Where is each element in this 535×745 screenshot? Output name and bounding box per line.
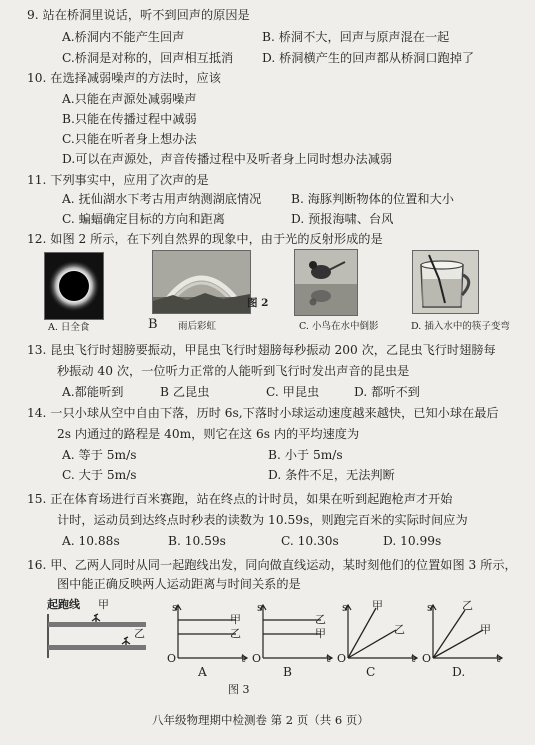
graph-b-label-yi: 乙 [315,613,326,626]
q14-stem-line1: 14. 一只小球从空中自由下落，历时 6s,下落时小球运动速度越来越快，已知小球在最后 [27,406,499,420]
q14-option-c: C. 大于 5m/s [62,468,137,482]
q13-stem-line2: 秒振动 40 次，一位听力正常的人能听到飞行时发出声音的昆虫是 [57,364,410,378]
graph-c-axis-t: t [411,652,416,665]
q15-stem-line2: 计时，运动员到达终点时秒表的读数为 10.59s，则跑完百米的实际时间应为 [57,513,468,527]
graph-b-axis-s: s [257,601,263,614]
q9-option-a: A.桥洞内不能产生回声 [62,30,185,44]
graph-a-label-yi: 乙 [230,627,241,640]
q9-option-c: C.桥洞是对称的，回声相互抵消 [62,51,234,65]
cup-chopstick-photo [412,250,479,314]
graph-c-label-jia: 甲 [372,599,383,612]
solar-eclipse-photo [44,252,104,320]
q15-option-c: C. 10.30s [281,534,339,548]
q9-option-d: D. 桥洞横产生的回声都从桥洞口跑掉了 [262,51,475,65]
q14-option-a: A. 等于 5m/s [62,448,137,462]
graph-d-option: D. [452,665,466,679]
graph-c-option: C [366,665,376,679]
graph-d-label-yi: 乙 [462,599,473,612]
q14-option-d: D. 条件不足，无法判断 [268,468,395,482]
q10-option-c: C.只能在听者身上想办法 [62,132,197,146]
q15-option-b: B. 10.59s [168,534,226,548]
graph-b-label-jia: 甲 [315,627,326,640]
page-footer: 八年级物理期中检测卷 第 2 页（共 6 页） [152,713,369,727]
q13-option-a: A.都能听到 [62,385,124,399]
graph-b-option: B [283,665,292,679]
graph-d-origin: O [422,652,432,665]
q15-option-a: A. 10.88s [62,534,120,548]
graph-d-axis-t: t [496,652,501,665]
graph-b-origin: O [252,652,262,665]
graph-c-origin: O [337,652,347,665]
graph-a-axis-t: t [241,652,246,665]
q16-stem-line2: 图中能正确反映两人运动距离与时间关系的是 [57,577,301,591]
figure-3-label: 图 3 [228,683,250,696]
graph-a-origin: O [167,652,177,665]
graph-c-axis-s: s [342,601,348,614]
q11-option-d: D. 预报海啸、台风 [291,212,394,226]
caption-c: C. 小鸟在水中倒影 [299,321,379,332]
q11-stem: 11. 下列事实中，应用了次声的是 [27,173,209,187]
q11-option-b: B. 海豚判断物体的位置和大小 [291,192,454,206]
graph-a-label-jia: 甲 [230,613,241,626]
graph-d-axis-s: s [427,601,433,614]
caption-b: 雨后彩虹 [178,321,217,332]
q13-option-c: C. 甲昆虫 [266,385,320,399]
q12-stem: 12. 如图 2 所示，在下列自然界的现象中，由于光的反射形成的是 [27,232,383,246]
caption-d: D. 插入水中的筷子变弯 [411,321,510,332]
graph-a-option: A [198,665,207,679]
q16-stem-line1: 16. 甲、乙两人同时从同一起跑线出发，同向做直线运动，某时刻他们的位置如图 3 所示， [27,558,517,572]
caption-a: A. 日全食 [48,322,90,333]
graph-c-label-yi: 乙 [394,623,405,636]
start-line-label: 起跑线 [47,598,80,611]
graph-d-label-jia: 甲 [480,623,491,636]
track-label-yi: 乙 [134,627,145,640]
q10-stem: 10. 在选择减弱噪声的方法时，应该 [27,71,221,85]
q13-option-d: D. 都听不到 [354,385,420,399]
track-label-jia: 甲 [98,598,109,611]
q10-option-d: D.可以在声源处，声音传播过程中及听者身上同时想办法减弱 [62,152,393,166]
graph-b-axis-t: t [326,652,331,665]
q10-option-a: A.只能在声源处减弱噪声 [62,92,197,106]
graph-a-axis-s: s [172,601,178,614]
q15-stem-line1: 15. 正在体育场进行百米赛跑，站在终点的计时员，如果在听到起跑枪声才开始 [27,492,453,506]
figure-2-label: 图 2 [247,297,269,309]
bird-reflection-photo [294,249,358,316]
q14-option-b: B. 小于 5m/s [268,448,343,462]
q9-stem: 9. 站在桥洞里说话，听不到回声的原因是 [27,8,250,22]
q14-stem-line2: 2s 内通过的路程是 40m，则它在这 6s 内的平均速度为 [57,427,360,441]
rainbow-photo [152,250,251,314]
q11-option-a: A. 抚仙湖水下考古用声纳测湖底情况 [62,192,262,206]
q13-stem-line1: 13. 昆虫飞行时翅膀要振动，甲昆虫飞行时翅膀每秒振动 200 次，乙昆虫飞行时翅膀每 [27,343,496,357]
caption-b-letter: B [148,317,158,332]
q11-option-c: C. 蝙蝠确定目标的方向和距离 [62,212,225,226]
q9-option-b: B. 桥洞不大，回声与原声混在一起 [262,30,450,44]
q13-option-b: B 乙昆虫 [160,385,210,399]
q10-option-b: B.只能在传播过程中减弱 [62,112,197,126]
q15-option-d: D. 10.99s [383,534,442,548]
